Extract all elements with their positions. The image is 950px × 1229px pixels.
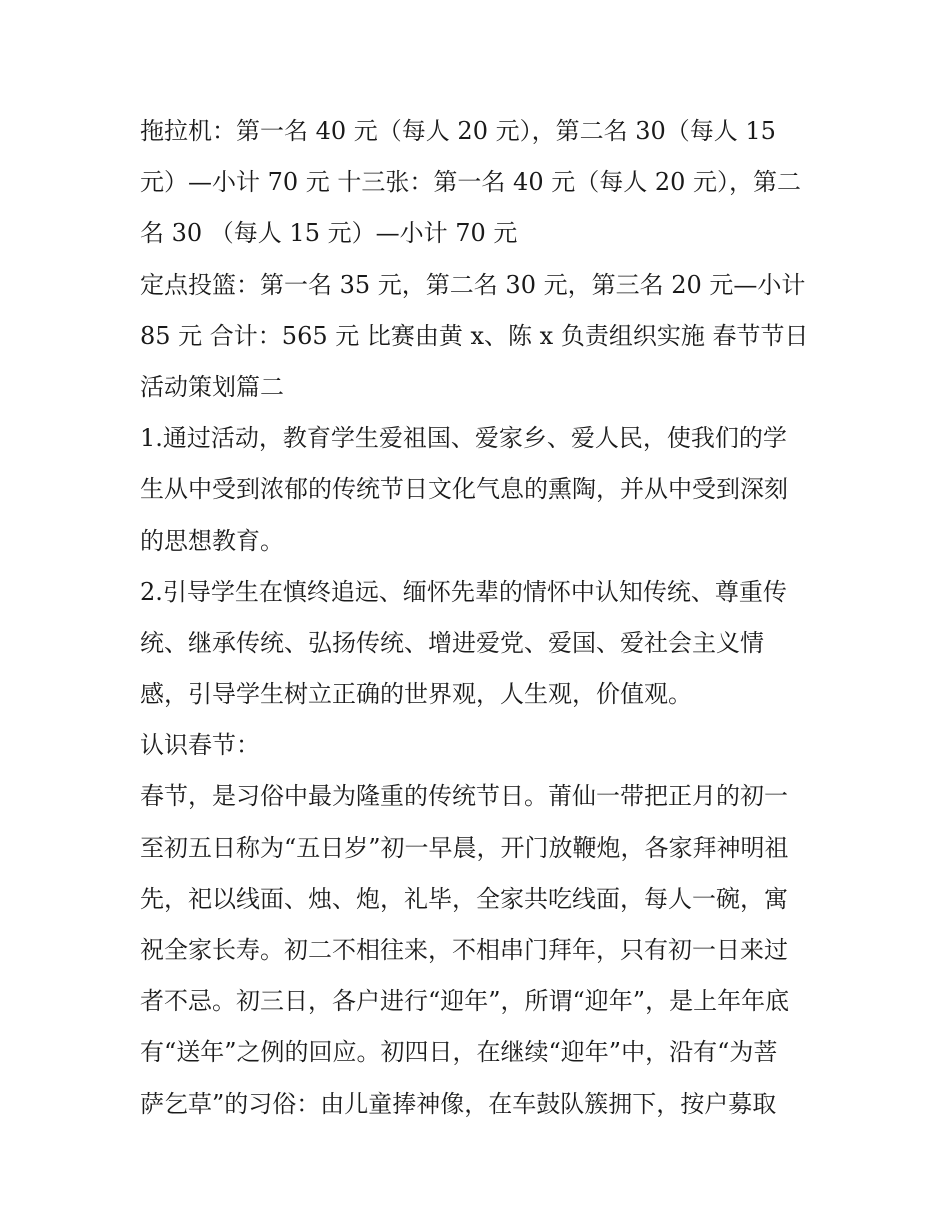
section-heading: 活动策划篇二 bbox=[140, 372, 284, 401]
text-line: 先，祀以线面、烛、炮，礼毕，全家共吃线面，每人一碗，寓 bbox=[140, 884, 788, 913]
text-line: 定点投篮：第一名 35 元，第二名 30 元，第三名 20 元—小计 bbox=[140, 270, 806, 299]
text-line: 元）—小计 70 元 十三张：第一名 40 元（每人 20 元），第二 bbox=[140, 168, 802, 197]
text-line: 祝全家长寿。初二不相往来，不相串门拜年，只有初一日来过 bbox=[140, 936, 788, 964]
text-line: 春节，是习俗中最为隆重的传统节日。莆仙一带把正月的初一 bbox=[140, 782, 788, 811]
text-line: 拖拉机：第一名 40 元（每人 20 元），第二名 30（每人 15 bbox=[140, 117, 776, 145]
text-line: 统、继承传统、弘扬传统、增进爱党、爱国、爱社会主义情 bbox=[140, 628, 764, 657]
document-body bbox=[140, 106, 820, 1130]
text-line: 85 元 合计：565 元 比赛由黄 x、陈 x 负责组织实施 春节节日 bbox=[140, 321, 809, 350]
text-line: 有“送年”之例的回应。初四日，在继续“迎年”中，沿有“为菩 bbox=[140, 1038, 778, 1067]
text-line: 名 30 （每人 15 元）—小计 70 元 bbox=[140, 219, 518, 248]
text-line: 的思想教育。 bbox=[140, 526, 284, 555]
text-line: 萨乞草”的习俗：由儿童捧神像，在车鼓队簇拥下，按户募取 bbox=[140, 1089, 777, 1118]
text-line: 1.通过活动，教育学生爱祖国、爱家乡、爱人民，使我们的学 bbox=[140, 424, 787, 453]
text-line: 生从中受到浓郁的传统节日文化气息的熏陶，并从中受到深刻 bbox=[140, 475, 788, 504]
text-line: 感，引导学生树立正确的世界观，人生观，价值观。 bbox=[140, 680, 692, 709]
text-line: 2.引导学生在慎终追远、缅怀先辈的情怀中认知传统、尊重传 bbox=[140, 577, 787, 606]
text-line: 至初五日称为“五日岁”初一早晨，开门放鞭炮，各家拜神明祖 bbox=[140, 833, 789, 862]
subheading: 认识春节： bbox=[140, 731, 260, 760]
text-line: 者不忌。初三日，各户进行“迎年”，所谓“迎年”，是上年年底 bbox=[140, 987, 790, 1016]
